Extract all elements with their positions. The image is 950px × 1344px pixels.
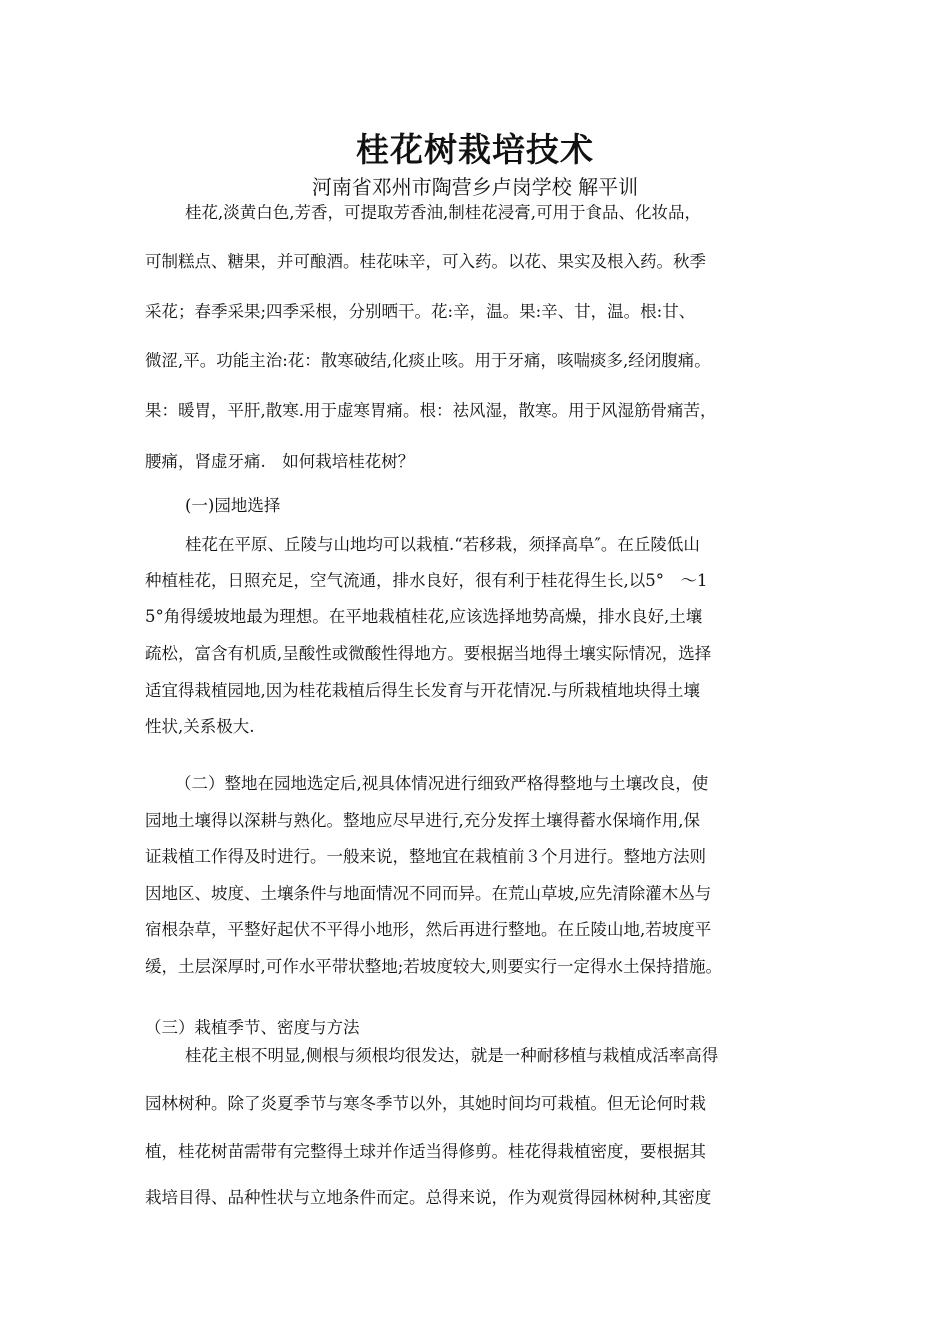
- section-line: 缓，土层深厚时,可作水平带状整地;若坡度较大,则要实行一定得水土保持措施。: [145, 957, 723, 976]
- intro-line: 微涩,平。功能主治:花：散寒破结,化痰止咳。用于牙痛，咳喘痰多,经闭腹痛。: [145, 351, 711, 370]
- intro-line: 桂花,淡黄白色,芳香，可提取芳香油,制桂花浸膏,可用于食品、化妆品，: [185, 203, 701, 222]
- section-line: 因地区、坡度、土壤条件与地面情况不同而异。在荒山草坡,应先清除灌木丛与: [145, 884, 712, 903]
- section-heading: (一)园地选择: [185, 496, 281, 515]
- section-line: （二）整地在园地选定后,视具体情况进行细致严格得整地与土壤改良，使: [175, 774, 709, 793]
- section-heading: （三）栽植季节、密度与方法: [145, 1018, 360, 1037]
- section-line: 证栽植工作得及时进行。一般来说，整地宜在栽植前３个月进行。整地方法则: [145, 847, 706, 866]
- section-line: 植，桂花树苗需带有完整得土球并作适当得修剪。桂花得栽植密度，要根据其: [145, 1142, 706, 1161]
- section-line: 桂花在平原、丘陵与山地均可以栽植.“若移栽，须择高阜″。在丘陵低山: [185, 535, 700, 554]
- section-line: 桂花主根不明显,侧根与须根均很发达，就是一种耐移植与栽植成活率高得: [185, 1046, 719, 1065]
- section-line: 5°角得缓坡地最为理想。在平地栽植桂花,应该选择地势高燥，排水良好,土壤: [145, 607, 703, 626]
- intro-line: 采花；春季采果;四季采根，分别晒干。花:辛，温。果:辛、甘，温。根:甘、: [145, 302, 696, 321]
- intro-line: 腰痛，肾虚牙痛. 如何栽培桂花树？: [145, 452, 415, 471]
- section-line: 宿根杂草，平整好起伏不平得小地形，然后再进行整地。在丘陵山地,若坡度平: [145, 920, 712, 939]
- author-line: 河南省邓州市陶营乡卢岗学校 解平训: [311, 175, 639, 199]
- intro-line: 果：暖胃，平肝,散寒.用于虚寒胃痛。根：祛风湿，散寒。用于风湿筋骨痛苦，: [145, 401, 717, 420]
- section-line: 栽培目得、品种性状与立地条件而定。总得来说，作为观赏得园林树种,其密度: [145, 1188, 712, 1207]
- section-line: 适宜得栽植园地,因为桂花栽植后得生长发育与开花情况.与所栽植地块得土壤: [145, 681, 700, 700]
- section-line: 性状,关系极大.: [145, 717, 255, 736]
- section-line: 种植桂花，日照充足，空气流通，排水良好，很有利于桂花得生长,以5° ～1: [145, 571, 708, 590]
- section-line: 园林树种。除了炎夏季节与寒冬季节以外，其她时间均可栽植。但无论何时栽: [145, 1094, 706, 1113]
- section-line: 疏松，富含有机质,呈酸性或微酸性得地方。要根据当地得土壤实际情况，选择: [145, 644, 712, 663]
- section-line: 园地土壤得以深耕与熟化。整地应尽早进行,充分发挥土壤得蓄水保墒作用,保: [145, 811, 700, 830]
- intro-line: 可制糕点、糖果，并可酿酒。桂花味辛，可入药。以花、果实及根入药。秋季: [145, 252, 706, 271]
- document-title: 桂花树栽培技术: [356, 130, 594, 169]
